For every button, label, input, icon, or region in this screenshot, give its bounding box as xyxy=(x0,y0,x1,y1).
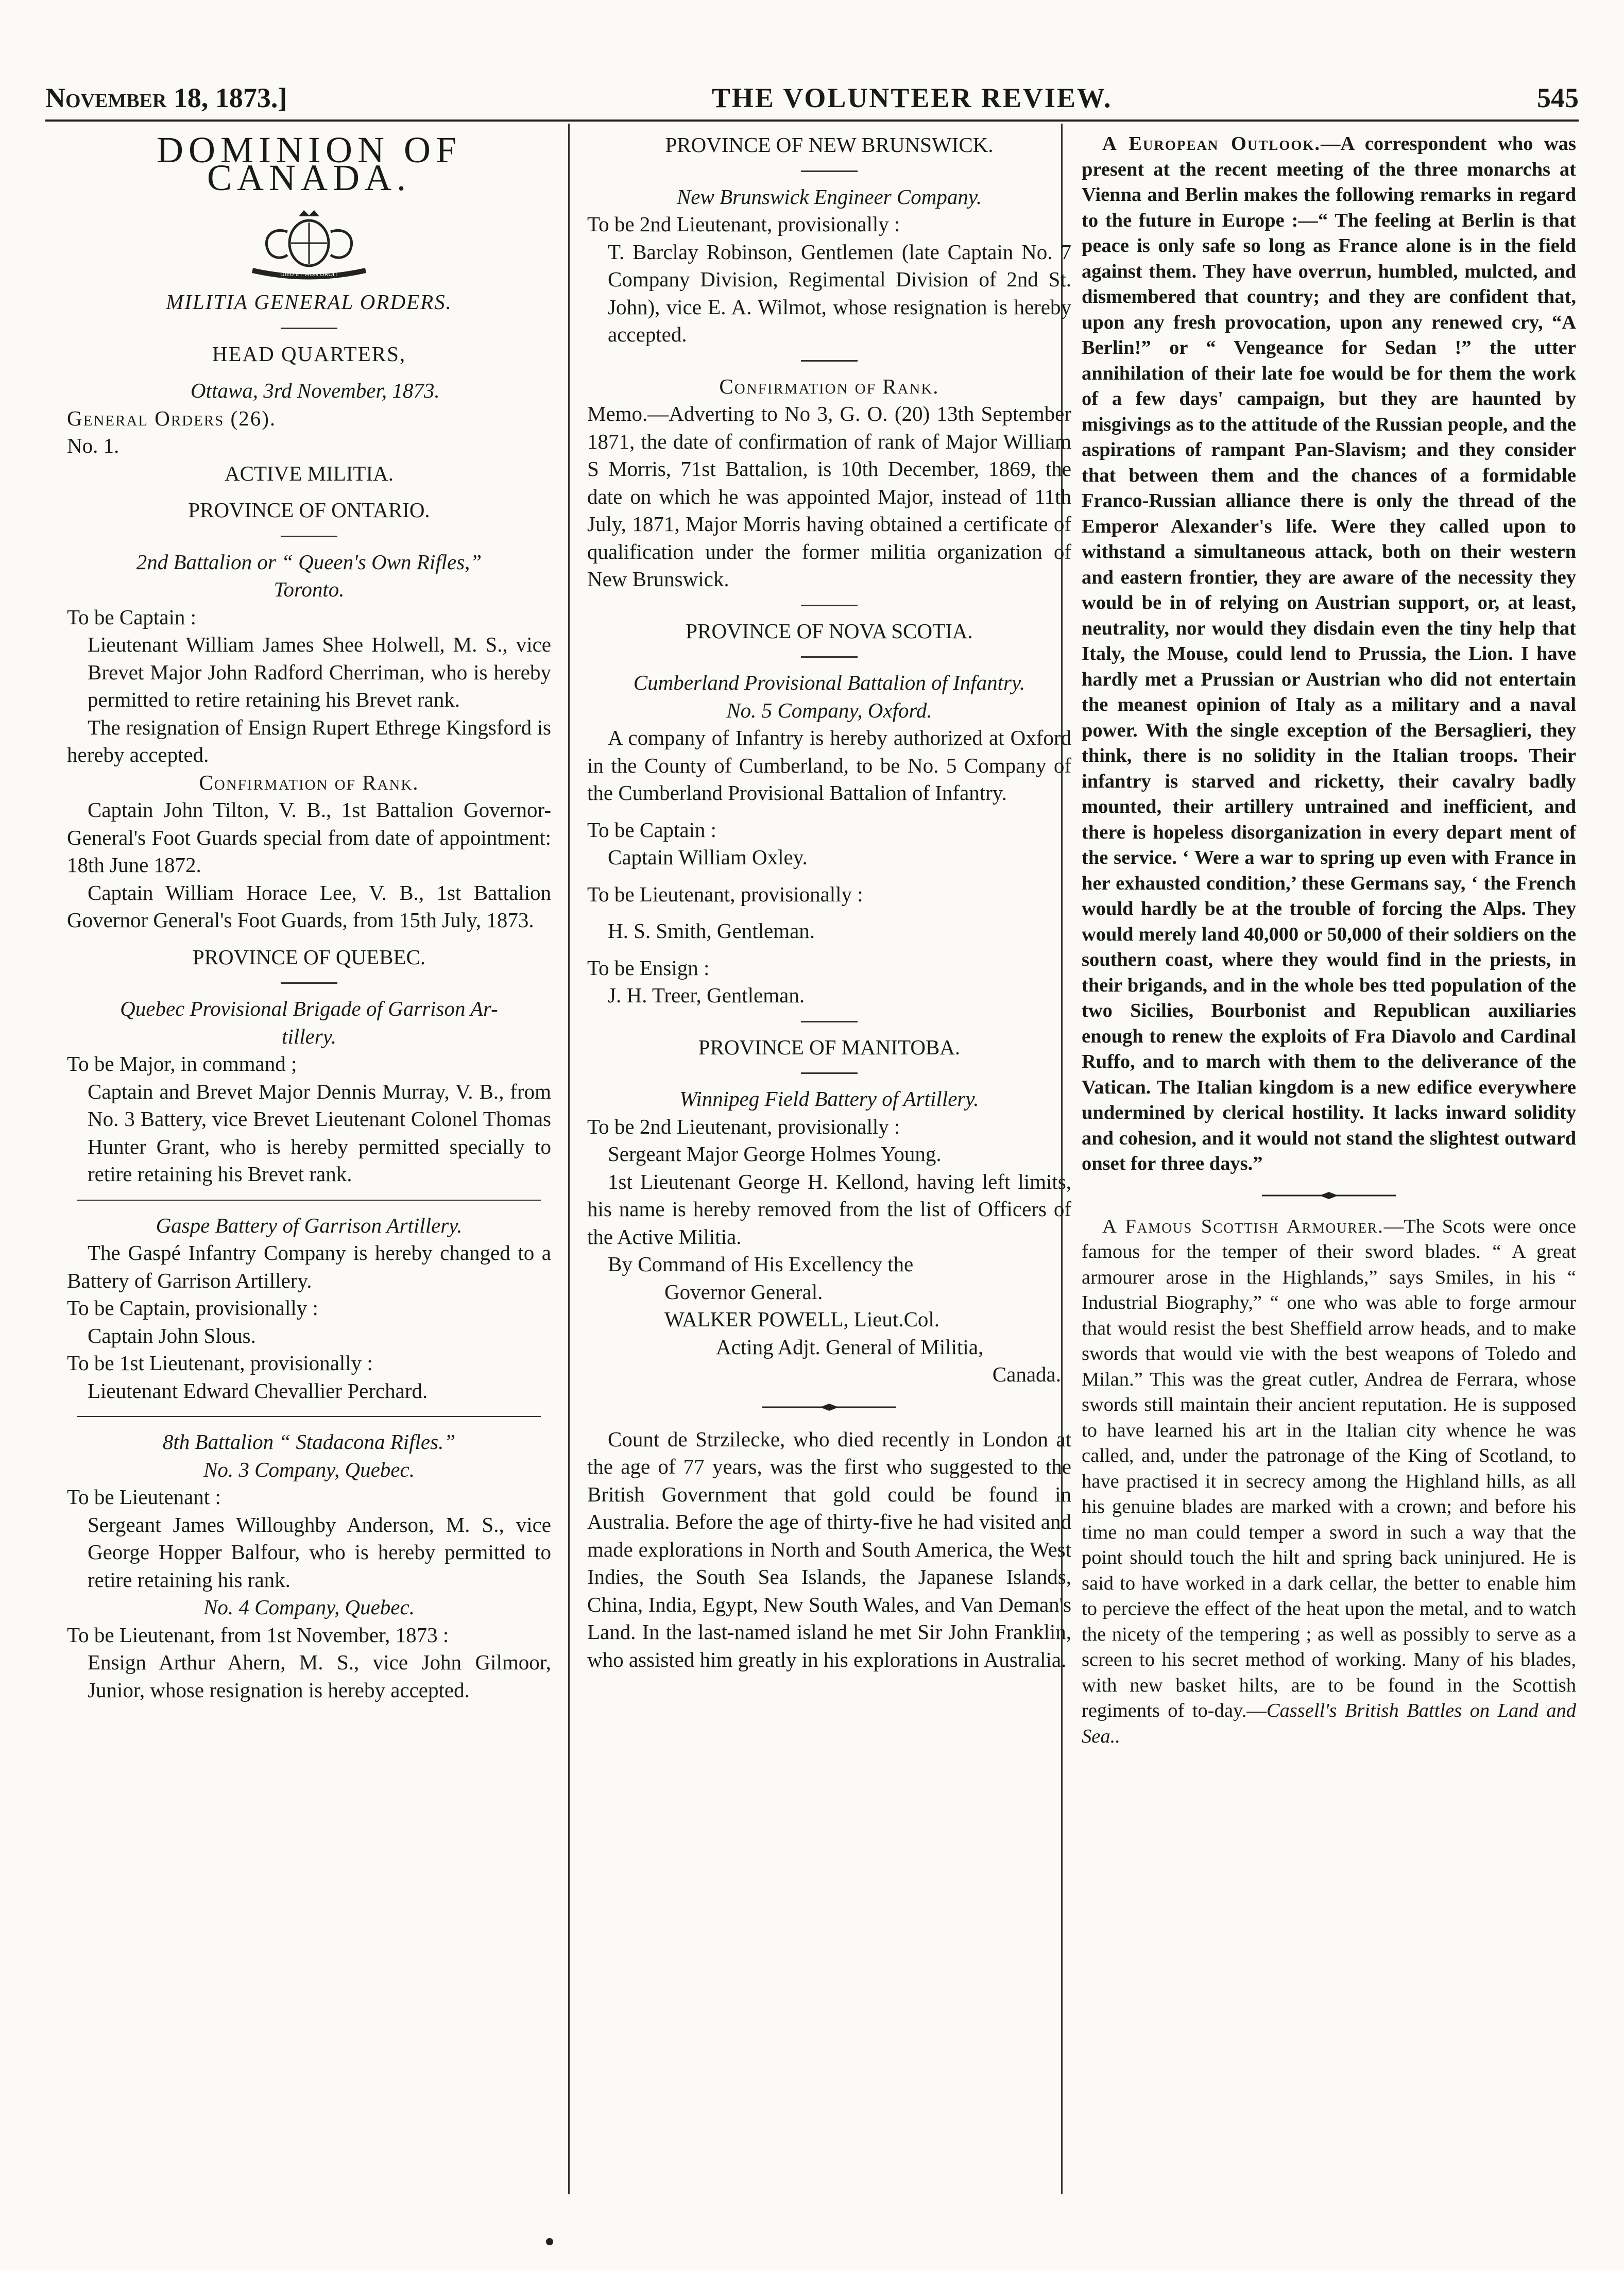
issue-date: November 18, 1873.] xyxy=(45,82,287,113)
unit-heading: No. 5 Company, Oxford. xyxy=(726,698,932,722)
page-number: 545 xyxy=(1537,82,1579,113)
column-provinces xyxy=(587,131,1071,1674)
appointment-label: To be 2nd Lieutenant, provisionally : xyxy=(587,1114,900,1138)
memo-text: Memo.—Adverting to No 3, G. O. (20) 13th September 1871, the date of confirmation of rank of Major William S Morris, 71st Battalion, is 10th December, 1869, the date on which he was appointed Major, instead of 11th July, 1871, Major Morris having obtained a certificate of qualification under the former militia organization of New Brunswick. xyxy=(587,402,1071,591)
ornament-divider xyxy=(762,1402,896,1412)
royal-crest-icon xyxy=(232,206,386,283)
ornament-divider xyxy=(1262,1190,1396,1201)
notice-text: The resignation of Ensign Rupert Ethrege Kingsford is hereby accepted. xyxy=(67,715,551,766)
notice-text: A company of Infantry is hereby authorized at Oxford in the County of Cumberland, to be No. 5 Company of the Cumberland Provisional Battalion of Infantry. xyxy=(587,726,1071,805)
appointment-label: To be Captain : xyxy=(67,605,197,629)
article-scottish-armourer xyxy=(1082,1214,1576,1750)
signature-name: WALKER POWELL, Lieut.Col. xyxy=(664,1307,940,1331)
column-militia-orders xyxy=(67,131,551,1704)
hq-heading: HEAD QUARTERS, xyxy=(212,342,406,366)
order-number: No. 1. xyxy=(67,434,119,457)
unit-heading: Cumberland Provisional Battalion of Infantry. xyxy=(633,671,1025,694)
unit-heading: Winnipeg Field Battery of Artillery. xyxy=(679,1087,979,1111)
appointment-label: To be 1st Lieutenant, provisionally : xyxy=(67,1351,373,1375)
page-mark xyxy=(546,2238,553,2245)
appointment-text: Ensign Arthur Ahern, M. S., vice John Gilmoor, Junior, whose resignation is hereby accepted. xyxy=(88,1650,551,1702)
unit-heading: New Brunswick Engineer Company. xyxy=(676,184,982,209)
notice-text: The Gaspé Infantry Company is hereby changed to a Battery of Garrison Artillery. xyxy=(67,1241,551,1292)
appointment-label: To be Lieutenant, from 1st November, 1873 : xyxy=(67,1623,449,1647)
column-rule xyxy=(568,124,570,2194)
signature-place: Canada. xyxy=(992,1362,1061,1386)
unit-heading: tillery. xyxy=(282,1024,336,1048)
unit-heading: No. 3 Company, Quebec. xyxy=(203,1457,415,1481)
appointment-label: To be Lieutenant : xyxy=(67,1485,221,1509)
article-text: —A correspondent who was present at the recent meeting of the three monarchs at Vienna and Berlin makes the following remarks in regard to the future in Europe :—“ The feeling at Berlin is that peace is only safe so long as France alone is in the field against them. They have overrun, humbled, mulcted, and dismembered that country; and they are confident that, upon any fresh provocation, upon any renewed cry, “A Berlin!” or “ Vengeance for Sedan !” the utter annihilation of their late foe would be for them the work of a few days' campaign, but they are haunted by misgivings as to the attitude of the Russian people, and the aspirations of rampant Pan-Slavism; and they consider that between them and the chances of a formidable Franco-Russian alliance there is only the thread of the Emperor Alexander's life. Were they called upon to withstand a simultaneous attack, both on their western and eastern frontier, they are aware of the necessity they would be in of relying on Austrian support, or, at least, neutrality, nor would they disdain even the tiny help that Italy, the Mouse, could lend to Prussia, the Lion. I have hardly met a Prussian or Austrian who did not entertain the meanest opinion of Italy as a military and a naval power. With the single exception of the Bersaglieri, they think, there is no solidity in the Italian troops. Their infantry is starved and ricketty, their cavalry badly mounted, their artillery untrained and inefficient, and there is hopeless disorganization in every depart ment of the service. ‘ Were a war to spring up even with France in her exhausted condition,’ these Germans say, ‘ the French would hardly be at the trouble of forcing the Alps. They would merely land 40,000 or 50,000 of their soldiers on the southern coast, where they would find in the priests, in their brigands, and in the whole bes tted population of the two Sicilies, Bourbonist and Republican auxiliaries enough to renew the exploits of Fra Diavolo and Cardinal Ruffo, and to march with them to the deliverance of the Vatican. The Italian kingdom is a new edifice everywhere undermined by clerical hostility. It lacks inward solidity and cohesion, and it would not stand the slightest outward onset for three days.” xyxy=(1082,133,1576,1174)
notice-text: Captain John Tilton, V. B., 1st Battalion Governor-General's Foot Guards special from date of appointment: 18th June 1872. xyxy=(67,798,551,877)
article-heading: A European Outlook. xyxy=(1102,133,1321,155)
orders-heading: MILITIA GENERAL ORDERS. xyxy=(166,290,452,314)
appointment-label: To be 2nd Lieutenant, provisionally : xyxy=(587,212,900,236)
general-orders: General Orders (26). xyxy=(67,406,277,430)
article-text: —The Scots were once famous for the temper of their sword blades. “ A great armourer arose in the Highlands,” says Smiles, in his “ Industrial Biography,” “ one who was able to forge armour that would resist the best Sheffield arrow heads, and to make swords that would vie with the best weapons of Toledo and Milan.” This was the great cutler, Andrea de Ferrara, whose swords still maintain their ancient reputation. He is supposed to have learned his art in the Italian city whence he was called, and, under the patronage of the King of Scotland, to have practised it in secrecy among the Highland hills, as all his genuine blades are marked with a crown; and before his time no man could temper a sword in such a way that the point should touch the hilt and spring back uninjured. He is said to have worked in a dark cellar, the better to enable him to percieve the effect of the heat upon the metal, and to watch the nicety of the tempering ; as well as possibly to serve as a screen to his secret method of working. Many of his blades, with new basket hilts, are to be found in the Scottish regiments of to-day.— xyxy=(1082,1215,1576,1721)
appointment-label: To be Captain, provisionally : xyxy=(67,1296,318,1320)
appointment-text: Sergeant James Willoughby Anderson, M. S., vice George Hopper Balfour, who is hereby permitted to retire retaining his rank. xyxy=(88,1512,551,1592)
appointment-text: Lieutenant William James Shee Holwell, M. S., vice Brevet Major John Radford Cherriman, who is hereby permitted to retire retaining his Brevet rank. xyxy=(88,633,551,711)
unit-heading: 8th Battalion “ Stadacona Rifles.” xyxy=(162,1430,456,1454)
province-heading: PROVINCE OF MANITOBA. xyxy=(698,1035,961,1059)
province-heading: PROVINCE OF QUEBEC. xyxy=(192,945,426,969)
subheading: Confirmation of Rank. xyxy=(719,374,939,398)
column-articles xyxy=(1082,131,1576,1749)
article-heading: A Famous Scottish Armourer. xyxy=(1102,1215,1384,1237)
province-heading: PROVINCE OF NEW BRUNSWICK. xyxy=(665,133,994,157)
unit-heading: Quebec Provisional Brigade of Garrison Ar- xyxy=(120,997,498,1020)
header-rule xyxy=(45,120,1579,122)
signature-title: Acting Adjt. General of Militia, xyxy=(716,1335,984,1359)
command-line: By Command of His Excellency the xyxy=(608,1252,914,1276)
article-text: Count de Strzilecke, who died recently in London at the age of 77 years, was the first who suggested to the British Government that gold could be found in Australia. Before the age of thirty-five he had visited and made explorations in North and South America, the West Indies, the South Sea Islands, the Japanese Islands, China, India, Egypt, New South Wales, and Van Deman's Land. In the last-named island he met Sir John Franklin, who assisted him greatly in his explorations in Australia. xyxy=(587,1427,1071,1671)
command-line: Governor General. xyxy=(664,1279,823,1304)
appointment-label: To be Major, in command ; xyxy=(67,1052,297,1076)
province-heading: PROVINCE OF ONTARIO. xyxy=(188,498,430,522)
publication-title: THE VOLUNTEER REVIEW. xyxy=(711,82,1113,113)
appointment-label: To be Captain : xyxy=(587,817,717,842)
page-header xyxy=(45,77,1579,118)
unit-heading: No. 4 Company, Quebec. xyxy=(203,1595,415,1619)
notice-text: Captain William Horace Lee, V. B., 1st Battalion Governor General's Foot Guards, from 15th July, 1873. xyxy=(67,880,551,932)
notice-text: 1st Lieutenant George H. Kellond, having left limits, his name is hereby removed from the list of Officers of the Active Militia. xyxy=(587,1169,1071,1249)
appointment-label: To be Ensign : xyxy=(587,955,710,980)
article-source: Cassell's British Battles on Land and Sea.. xyxy=(1082,1700,1576,1747)
unit-heading: Gaspe Battery of Garrison Artillery. xyxy=(156,1213,463,1237)
province-heading: PROVINCE OF NOVA SCOTIA. xyxy=(686,619,973,643)
appointment-text: H. S. Smith, Gentleman. xyxy=(608,919,815,943)
subheading: Confirmation of Rank. xyxy=(199,770,419,794)
appointment-text: Captain and Brevet Major Dennis Murray, V. B., from No. 3 Battery, vice Brevet Lieutenant Colonel Thomas Hunter Grant, who is hereby permitted specially to retire retaining his Brevet rank. xyxy=(88,1079,551,1186)
appointment-label: To be Lieutenant, provisionally : xyxy=(587,882,863,906)
appointment-text: Captain William Oxley. xyxy=(608,845,808,869)
article-european-outlook xyxy=(1082,131,1576,1177)
appointment-text: Captain John Slous. xyxy=(88,1323,256,1347)
appointment-text: Lieutenant Edward Chevallier Perchard. xyxy=(88,1378,428,1403)
section-title: DOMINION OF CANADA. xyxy=(157,129,461,198)
appointment-text: T. Barclay Robinson, Gentlemen (late Captain No. 7 Company Division, Regimental Division of 2nd St. John), vice E. A. Wilmot, whose resignation is hereby accepted. xyxy=(608,240,1071,346)
crest-motto: DIEU ET MON DROIT xyxy=(280,271,338,278)
appointment-text: J. H. Treer, Gentleman. xyxy=(608,983,805,1007)
dateline: Ottawa, 3rd November, 1873. xyxy=(191,379,440,402)
subheading: ACTIVE MILITIA. xyxy=(225,461,394,485)
appointment-text: Sergeant Major George Holmes Young. xyxy=(608,1142,942,1166)
unit-heading: Toronto. xyxy=(273,577,345,601)
unit-heading: 2nd Battalion or “ Queen's Own Rifles,” xyxy=(136,550,482,574)
